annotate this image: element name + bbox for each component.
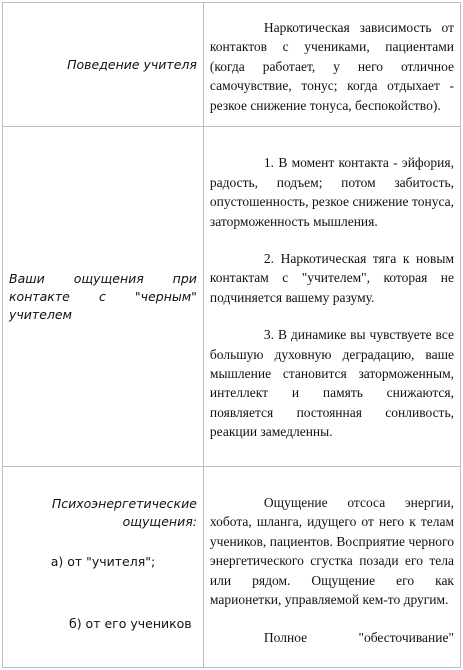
row-label-text: Ваши ощущения при контакте с "черным" учителем <box>9 270 197 322</box>
paragraph: Полное "обесточивание" <box>263 629 454 645</box>
sub-item-label: б) от его учеников <box>69 616 192 631</box>
table-row <box>3 127 461 467</box>
sub-item-label: а) от "учителя"; <box>50 554 156 569</box>
row-description-psychoenergetic <box>204 467 461 668</box>
paragraph: 1. В момент контакта - эйфория, радость, подъем; потом забитость, опустошенность, резкое снижение тонуса, заторможенность мышления. <box>209 155 454 229</box>
row-label-your-sensations <box>3 127 204 467</box>
document-table <box>2 2 461 668</box>
row-label-text: Психоэнергетические ощущения: <box>51 496 197 529</box>
paragraph: Ощущение отсоса энергии, хобота, шланга, идущего от него к телам учеников, пациентов. Восприятие черного энергетического сгустка позади его тела или рядом. Ощущение его как марионетки, управляемой кем-то другим. <box>209 495 454 608</box>
paragraph: 2. Наркотическая тяга к новым контактам с "учителем", которая не подчиняется вашему разуму. <box>209 250 454 305</box>
paragraph: Наркотическая зависимость от контактов с учениками, пациентами (когда работает, у него отличное самочувствие, тонус; когда отдыхает - резкое снижение тонуса, беспокойство). <box>209 19 454 113</box>
row-label-text: Поведение учителя <box>67 56 197 72</box>
row-description-your-sensations <box>204 127 461 467</box>
table-row <box>3 467 461 668</box>
row-label-teacher-behavior <box>3 3 204 127</box>
paragraph: 3. В динамике вы чувствуете все большую духовную деградацию, ваше мышление становится заторможенным, интеллект и память снижаются, появляется постоянная сонливость, реакции замедленны. <box>209 327 454 440</box>
row-description-teacher-behavior <box>204 3 461 127</box>
table-row <box>3 3 461 127</box>
row-label-psychoenergetic <box>3 467 204 668</box>
